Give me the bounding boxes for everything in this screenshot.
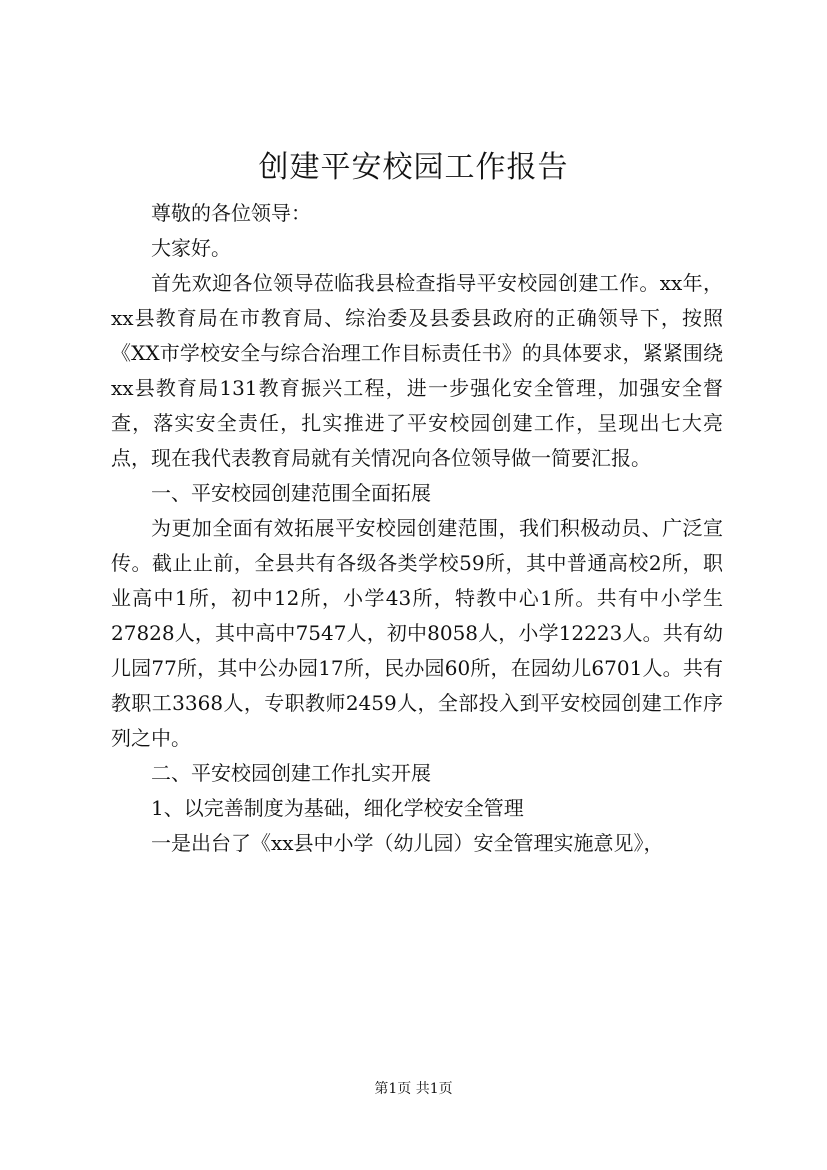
page-footer: 第1页 共1页 [374,1081,453,1097]
subsection-heading-1: 1、以完善制度为基础，细化学校安全管理 [151,796,524,820]
paragraph-subsection-1: 一是出台了《xx县中小学（幼儿园）安全管理实施意见》， [151,831,664,855]
section-heading-1: 一、平安校园创建范围全面拓展 [151,481,431,505]
paragraph-greeting: 大家好。 [151,236,231,260]
page-title: 创建平安校园工作报告 [258,150,569,185]
document-body [111,196,723,861]
paragraph-salutation: 尊敬的各位领导： [151,201,311,225]
section-heading-2: 二、平安校园创建工作扎实开展 [151,761,431,785]
paragraph-intro: 首先欢迎各位领导莅临我县检查指导平安校园创建工作。xx年，xx县教育局在市教育局、综治委及县委县政府的正确领导下，按照《XX市学校安全与综合治理工作目标责任书》的具体要求，紧紧围绕xx县教育局131教育振兴工程，进一步强化安全管理，加强安全督查，落实安全责任，扎实推进了平安校园创建工作，呈现出七大亮点，现在我代表教育局就有关情况向各位领导做一简要汇报。 [111,271,723,470]
paragraph-section-1: 为更加全面有效拓展平安校园创建范围，我们积极动员、广泛宣传。截止止前，全县共有各级各类学校59所，其中普通高校2所，职业高中1所，初中12所，小学43所，特教中心1所。共有中小学生27828人，其中高中7547人，初中8058人，小学12223人。共有幼儿园77所，其中公办园17所，民办园60所，在园幼儿6701人。共有教职工3368人，专职教师2459人，全部投入到平安校园创建工作序列之中。 [111,516,723,750]
